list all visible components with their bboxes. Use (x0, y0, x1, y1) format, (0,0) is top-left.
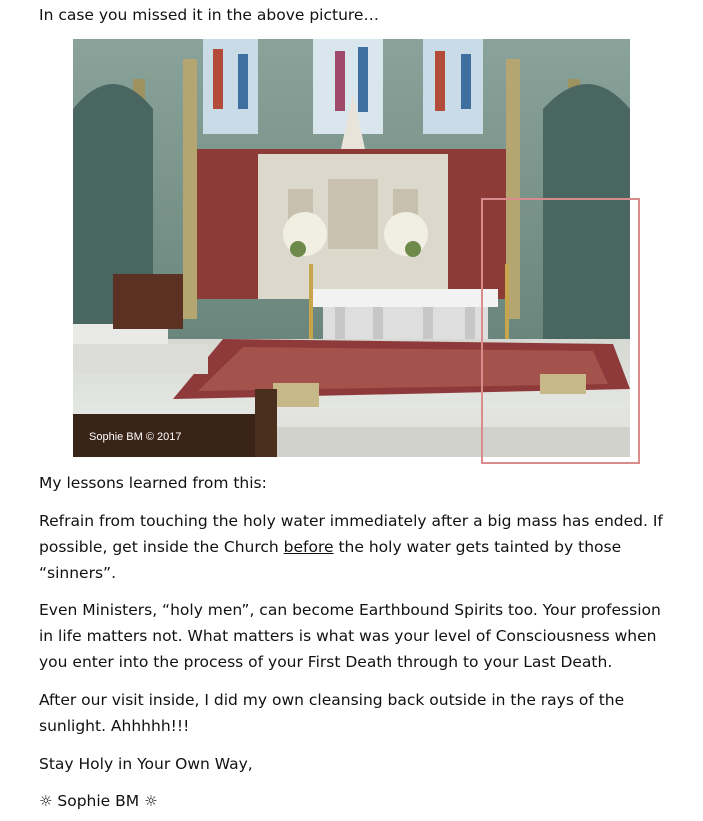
paragraph-cleansing: After our visit inside, I did my own cleansing back outside in the rays of the sunlight. Ahhhhh!!! (39, 691, 625, 735)
paragraph-holy-water-text-2: the holy water gets tainted by those “sinners”. (39, 538, 622, 582)
highlight-box (481, 198, 640, 464)
signoff-text: Stay Holy in Your Own Way, (39, 755, 253, 773)
paragraph-ministers: Even Ministers, “holy men”, can become Earthbound Spirits too. Your profession in life matters not. What matters is what was your level of Consciousness when you enter into the process of your First Death through to your Last Death. (39, 601, 661, 671)
sun-icon: ☼ (39, 792, 53, 810)
sun-icon: ☼ (144, 792, 158, 810)
underlined-before: before (283, 538, 334, 556)
intro-text: In case you missed it in the above picture… (39, 6, 379, 24)
paragraph-holy-water-text-1: Refrain from touching the holy water immediately after a big mass has ended. If possible, get inside the Church (39, 512, 663, 556)
paragraph-holy-water (39, 508, 679, 586)
lessons-heading: My lessons learned from this: (39, 474, 267, 492)
signature (39, 788, 158, 814)
signature-name: Sophie BM (57, 792, 140, 810)
photo-caption: Sophie BM © 2017 (89, 431, 182, 443)
